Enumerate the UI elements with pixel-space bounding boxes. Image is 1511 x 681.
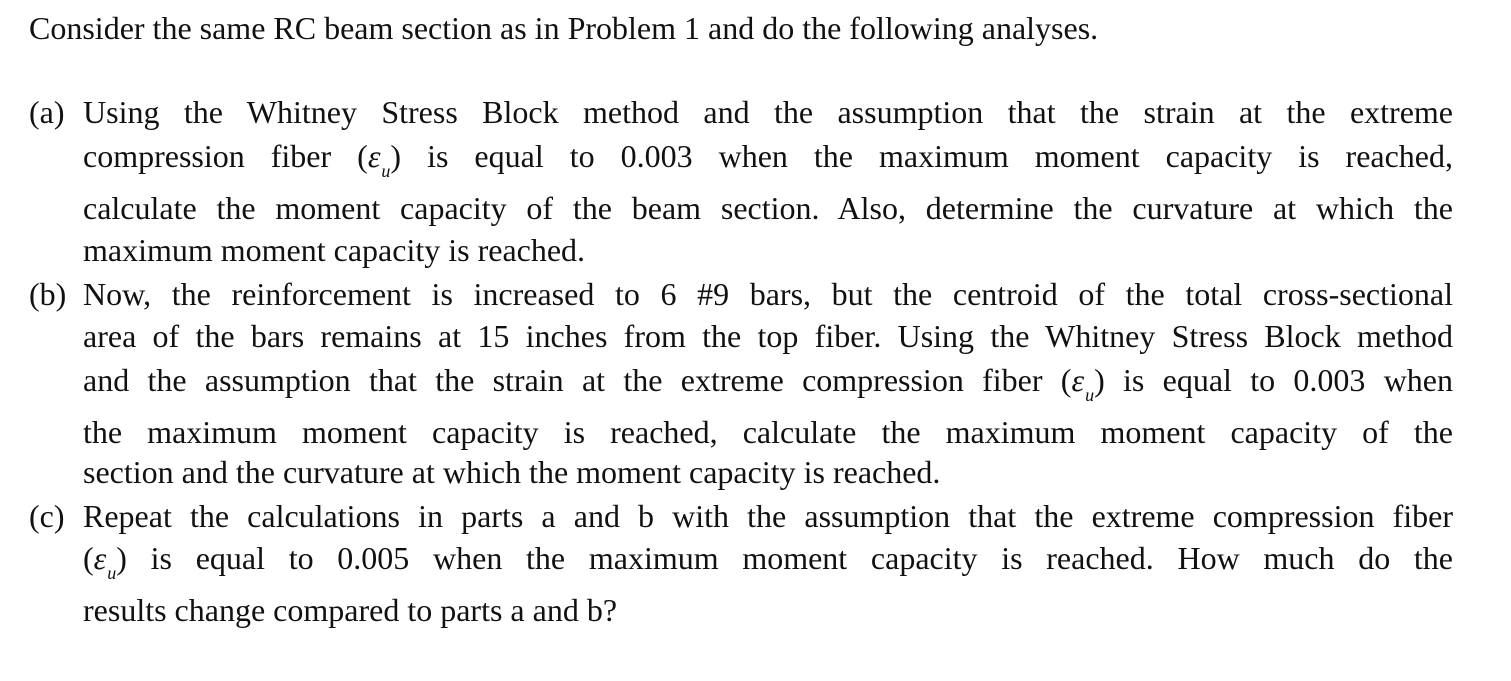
epsilon-subscript: u (1085, 385, 1095, 405)
part-c-line-2: $(\varepsilon_u)$ is equal to 0.005 when the maximum moment capacity is reached. How much do the (83, 540, 1453, 583)
part-a-line-4: maximum moment capacity is reached. (83, 232, 586, 268)
intro-sentence: Consider the same RC beam section as in Problem 1 and do the following analyses. (29, 10, 1099, 46)
part-a-label: (a) (29, 94, 65, 130)
part-b-line-5: section and the curvature at which the moment capacity is reached. (83, 454, 941, 490)
part-b-line-1: Now, the reinforcement is increased to 6 #9 bars, but the centroid of the total cross-sectional (83, 276, 1453, 312)
epsilon-subscript: u (381, 161, 391, 181)
part-b-line-4: the maximum moment capacity is reached, calculate the maximum moment capacity of the (83, 414, 1453, 450)
epsilon-symbol: ε (367, 138, 381, 174)
epsilon-symbol: ε (1071, 362, 1085, 398)
part-c-line-3: results change compared to parts a and b? (83, 592, 618, 628)
part-a-line-3: calculate the moment capacity of the beam section. Also, determine the curvature at which the (83, 190, 1453, 226)
part-a-line-2: compression fiber $(\varepsilon_u)$ is equal to 0.003 when the maximum moment capacity is reached, (83, 138, 1454, 181)
epsilon-subscript: u (107, 563, 117, 583)
part-b-label: (b) (29, 276, 67, 312)
part-c-line-1: Repeat the calculations in parts a and b with the assumption that the extreme compression fiber (83, 498, 1453, 534)
part-b-line-2: area of the bars remains at 15 inches from the top fiber. Using the Whitney Stress Block method (83, 318, 1453, 354)
part-a-line-1: Using the Whitney Stress Block method and the assumption that the strain at the extreme (83, 94, 1453, 130)
part-c-label: (c) (29, 498, 65, 534)
epsilon-symbol: ε (93, 540, 107, 576)
part-b-line-3: and the assumption that the strain at the extreme compression fiber $(\varepsilon_u)$ is equal to 0.003 when (83, 362, 1454, 405)
